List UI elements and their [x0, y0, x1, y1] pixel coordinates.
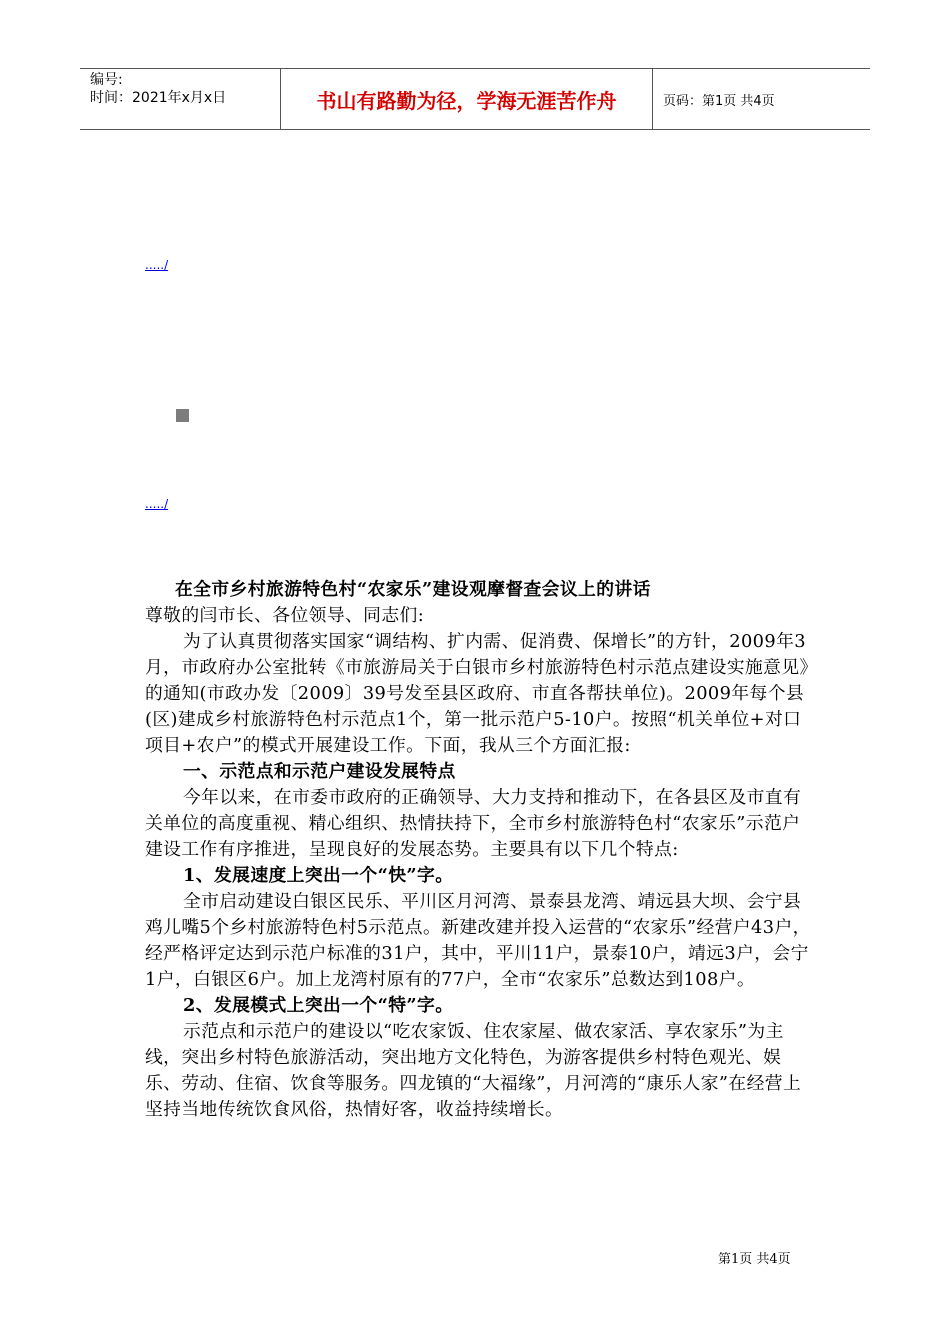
document-title: 在全市乡村旅游特色村“农家乐”建设观摩督查会议上的讲话	[175, 579, 651, 600]
paragraph: 今年以来，在市委市政府的正确领导、大力支持和推动下，在各县区及市直有关单位的高度重视、精心组织、热情扶持下，全市乡村旅游特色村“农家乐”示范户建设工作有序推进，呈现良好的发展态势。主要具有以下几个特点:	[145, 787, 802, 860]
header-meta	[80, 69, 281, 129]
subsection-heading: 2、发展模式上突出一个“特”字。	[183, 995, 454, 1016]
link-2[interactable]: ...../	[145, 497, 169, 511]
time-label: 时间：2021年x月x日	[90, 90, 227, 106]
paragraph: 示范点和示范户的建设以“吃农家饭、住农家屋、做农家活、享农家乐”为主线，突出乡村特色旅游活动，突出地方文化特色，为游客提供乡村特色观光、娱乐、劳动、住宿、饮食等服务。四龙镇的“大福缘”，月河湾的“康乐人家”在经营上坚持当地传统饮食风俗，热情好客，收益持续增长。	[145, 1021, 802, 1120]
document-body	[145, 577, 815, 1123]
number-label: 编号:	[90, 72, 123, 88]
salutation: 尊敬的闫市长、各位领导、同志们:	[145, 605, 425, 626]
section-heading: 一、示范点和示范户建设发展特点	[183, 761, 456, 782]
paragraph: 全市启动建设白银区民乐、平川区月河湾、景泰县龙湾、靖远县大坝、会宁县鸡儿嘴5个乡村旅游特色村5示范点。新建改建并投入运营的“农家乐”经营户43户，经严格评定达到示范户标准的31户，其中，平川11户，景泰10户，靖远3户，会宁1户，白银区6户。加上龙湾村原有的77户，全市“农家乐”总数达到108户。	[145, 891, 811, 990]
header-motto: 书山有路勤为径，学海无涯苦作舟	[281, 69, 653, 129]
square-icon	[176, 409, 189, 422]
header-page-info: 页码：第1页 共4页	[663, 93, 775, 109]
paragraph: 为了认真贯彻落实国家“调结构、扩内需、促消费、保增长”的方针，2009年3月，市政府办公室批转《市旅游局关于白银市乡村旅游特色村示范点建设实施意见》的通知(市政办发〔2009〕39号发至县区政府、市直各帮扶单位)。2009年每个县(区)建成乡村旅游特色村示范点1个，第一批示范户5-10户。按照“机关单位+对口项目+农户”的模式开展建设工作。下面，我从三个方面汇报:	[145, 631, 809, 756]
subsection-heading: 1、发展速度上突出一个“快”字。	[183, 865, 454, 886]
page-footer: 第1页 共4页	[718, 1252, 791, 1267]
link-1[interactable]: ...../	[145, 258, 169, 272]
page-header	[80, 68, 870, 130]
